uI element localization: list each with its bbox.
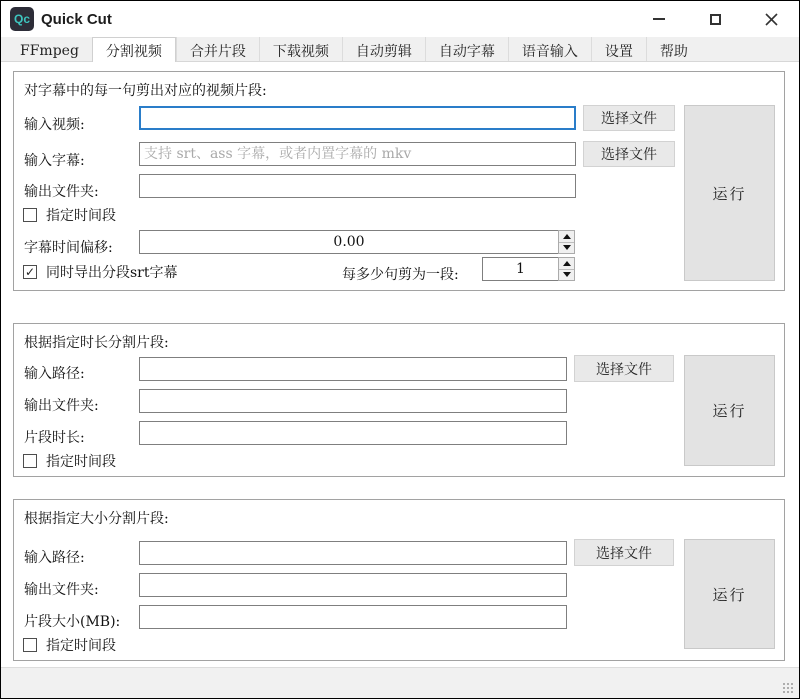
tab-ffmpeg[interactable]: FFmpeg [20, 42, 79, 59]
section-title: 根据指定大小分割片段: [24, 511, 169, 527]
tab-auto-subtitle[interactable]: 自动字幕 [425, 37, 508, 61]
input-subtitle-field[interactable] [139, 142, 576, 166]
subtitle-offset-label: 字幕时间偏移: [24, 240, 113, 256]
arrow-down-icon [563, 245, 571, 250]
arrow-down-icon [563, 272, 571, 277]
window-title: Quick Cut [41, 10, 112, 28]
checkbox-icon [23, 454, 37, 468]
section-title: 根据指定时长分割片段: [24, 335, 169, 351]
close-button[interactable] [743, 1, 799, 37]
output-folder-field[interactable] [139, 389, 567, 413]
minimize-icon [653, 18, 665, 20]
output-folder-field[interactable] [139, 573, 567, 597]
specify-time-range-checkbox[interactable] [23, 205, 116, 225]
app-icon: Qc [10, 7, 34, 31]
tab-download-video[interactable]: 下载视频 [259, 37, 342, 61]
tab-auto-edit[interactable]: 自动剪辑 [342, 37, 425, 61]
checkbox-label: 同时导出分段srt字幕 [46, 265, 178, 281]
specify-time-range-checkbox[interactable] [23, 635, 116, 655]
input-path-field[interactable] [139, 357, 567, 381]
checkbox-label: 指定时间段 [46, 638, 116, 654]
arrow-up-icon [563, 234, 571, 239]
checkbox-label: 指定时间段 [46, 208, 116, 224]
checkbox-icon [23, 638, 37, 652]
split-video-panel [1, 62, 799, 669]
output-folder-field[interactable] [139, 174, 576, 198]
tab-settings[interactable]: 设置 [591, 37, 646, 61]
checkbox-label: 指定时间段 [46, 454, 116, 470]
minimize-button[interactable] [631, 1, 687, 37]
window-controls [631, 1, 799, 37]
run-size-split-button[interactable]: 运行 [684, 539, 775, 649]
spin-down-button[interactable] [559, 270, 574, 281]
size-field[interactable] [139, 605, 567, 629]
maximize-icon [710, 14, 721, 25]
run-duration-split-button[interactable]: 运行 [684, 355, 775, 466]
output-folder-label: 输出文件夹: [24, 582, 99, 598]
section-title: 对字幕中的每一句剪出对应的视频片段: [24, 83, 267, 99]
tab-split-video[interactable]: 分割视频 [92, 37, 176, 62]
output-folder-label: 输出文件夹: [24, 398, 99, 414]
input-path-label: 输入路径: [24, 550, 85, 566]
choose-file-button[interactable]: 选择文件 [574, 355, 674, 382]
output-folder-label: 输出文件夹: [24, 184, 99, 200]
tab-bar [1, 37, 799, 62]
size-split-section [13, 499, 785, 661]
tab-voice-input[interactable]: 语音输入 [508, 37, 591, 61]
spin-down-button[interactable] [559, 243, 574, 254]
size-label: 片段大小(MB): [24, 614, 121, 630]
tab-help[interactable]: 帮助 [646, 37, 701, 61]
choose-file-button[interactable]: 选择文件 [574, 539, 674, 566]
per-segment-spinner [558, 257, 575, 281]
run-subtitle-cut-button[interactable]: 运行 [684, 105, 775, 281]
maximize-button[interactable] [687, 1, 743, 37]
input-path-field[interactable] [139, 541, 567, 565]
checkbox-icon [23, 208, 37, 222]
subtitle-cut-section [13, 71, 785, 291]
per-segment-field[interactable] [482, 257, 559, 281]
per-segment-label: 每多少句剪为一段: [342, 267, 459, 283]
spin-up-button[interactable] [559, 231, 574, 243]
arrow-up-icon [563, 261, 571, 266]
close-icon [765, 13, 778, 26]
duration-label: 片段时长: [24, 430, 85, 446]
input-path-label: 输入路径: [24, 366, 85, 382]
subtitle-offset-field[interactable] [139, 230, 559, 254]
resize-grip-icon[interactable] [782, 682, 794, 694]
input-video-field[interactable] [139, 106, 576, 130]
export-srt-checkbox[interactable] [23, 262, 178, 282]
input-video-label: 输入视频: [24, 117, 85, 133]
spin-up-button[interactable] [559, 258, 574, 270]
duration-split-section [13, 323, 785, 477]
titlebar [1, 1, 799, 37]
status-bar [1, 667, 799, 698]
choose-subtitle-file-button[interactable]: 选择文件 [583, 141, 675, 167]
duration-field[interactable] [139, 421, 567, 445]
input-subtitle-label: 输入字幕: [24, 153, 85, 169]
choose-video-file-button[interactable]: 选择文件 [583, 105, 675, 131]
tab-merge-clips[interactable]: 合并片段 [176, 37, 259, 61]
specify-time-range-checkbox[interactable] [23, 451, 116, 471]
subtitle-offset-spinner [558, 230, 575, 254]
checkbox-checked-icon [23, 265, 37, 279]
